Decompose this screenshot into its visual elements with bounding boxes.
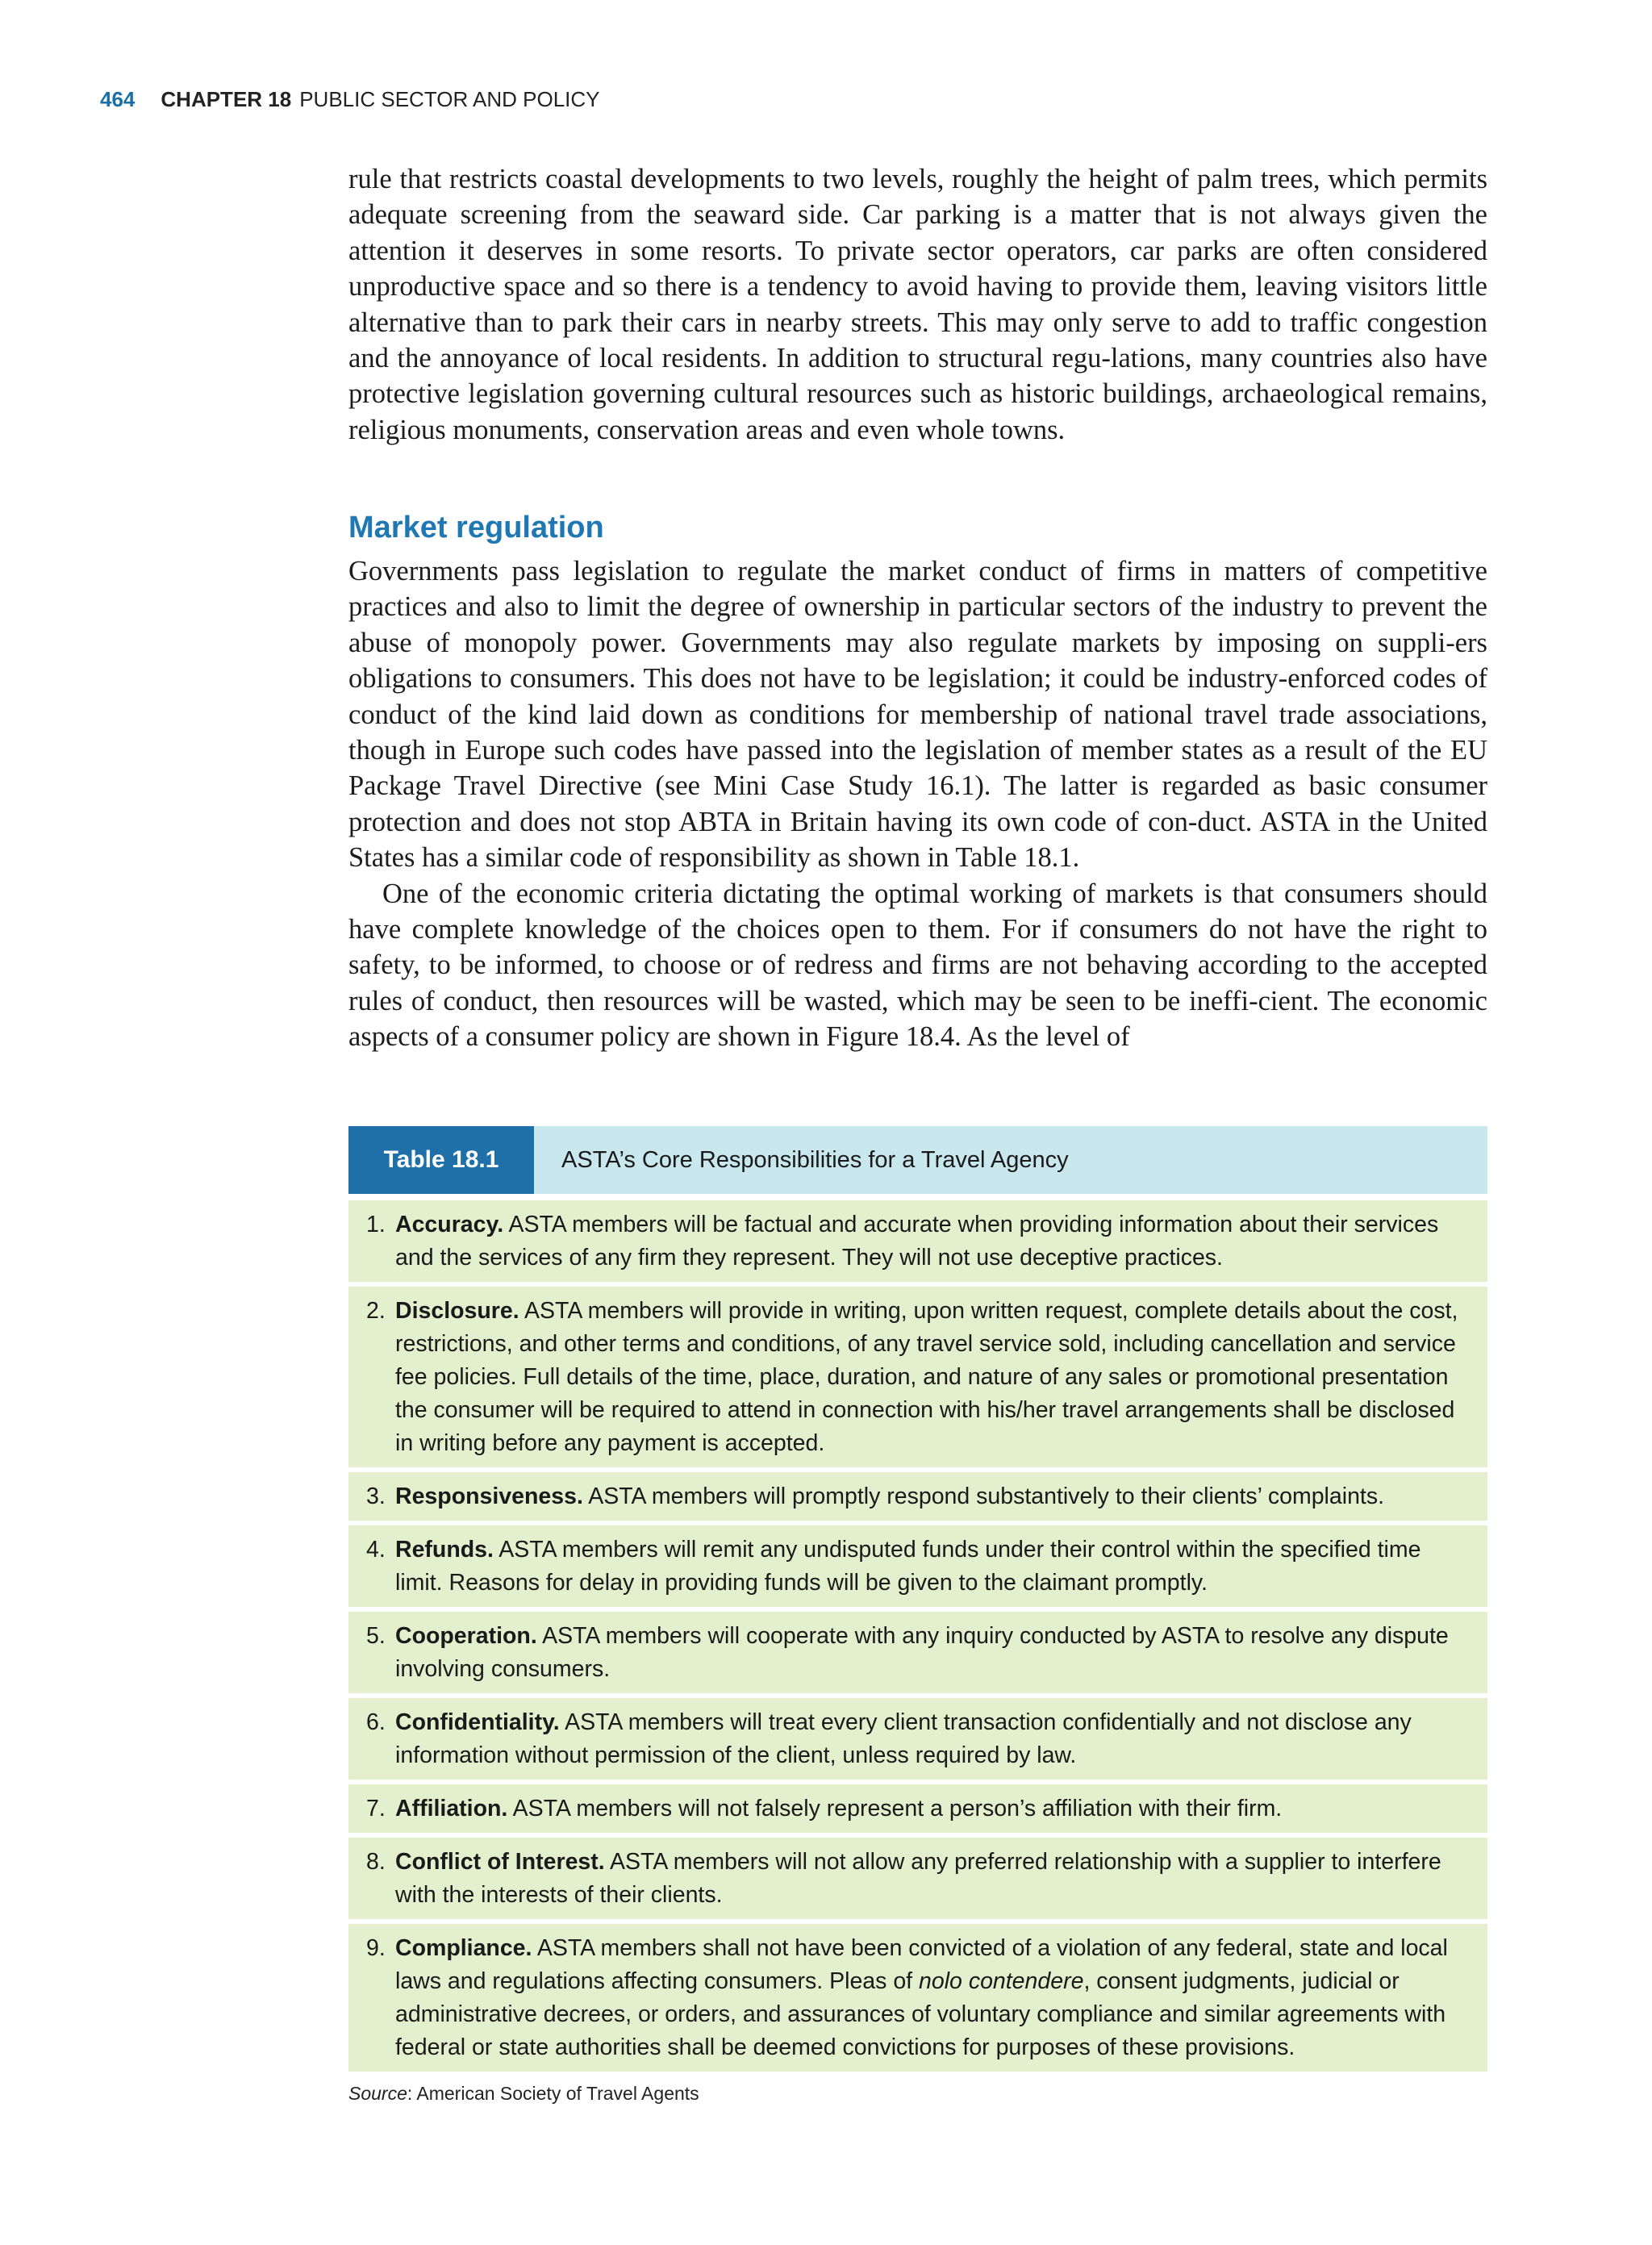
row-text: ASTA members will provide in writing, upon written request, complete details about the cost, restrictions, and other terms and conditions, of any travel service sold, including cancellation and service fee policies. Full details of the time, place, duration, and nature of any sales or promotional presentation the consumer will be required to attend in connection with his/her travel arrangements shall be disclosed in writing before any payment is accepted. bbox=[395, 1298, 1458, 1456]
page-number: 464 bbox=[100, 87, 136, 111]
table-18-1 bbox=[348, 1126, 1487, 2105]
row-term: Responsiveness. bbox=[395, 1483, 583, 1509]
row-text: ASTA members will cooperate with any inquiry conducted by ASTA to resolve any dispute involving consumers. bbox=[395, 1623, 1449, 1682]
table-rows bbox=[348, 1200, 1487, 2072]
table-source bbox=[348, 2083, 1487, 2105]
table-row bbox=[348, 1924, 1487, 2072]
row-number: 2. bbox=[366, 1298, 386, 1324]
table-row bbox=[348, 1287, 1487, 1467]
source-text: : American Society of Travel Agents bbox=[407, 2083, 699, 2104]
table-row bbox=[348, 1472, 1487, 1521]
chapter-label: CHAPTER 18 bbox=[161, 87, 292, 111]
row-text: ASTA members will treat every client transaction confidentially and not disclose any information without permission of the client, unless required by law. bbox=[395, 1709, 1412, 1768]
row-number: 8. bbox=[366, 1849, 386, 1875]
table-header bbox=[348, 1126, 1487, 1194]
section-heading-market-regulation: Market regulation bbox=[348, 511, 604, 545]
row-number: 1. bbox=[366, 1212, 386, 1237]
row-text: ASTA members shall not have been convicted of a violation of any federal, state and local laws and regulations affecting consumers. Pleas of bbox=[395, 1935, 1448, 1994]
row-number: 7. bbox=[366, 1796, 386, 1821]
row-term: Affiliation. bbox=[395, 1796, 508, 1821]
row-text: ASTA members will promptly respond substantively to their clients’ complaints. bbox=[582, 1483, 1385, 1509]
row-text: ASTA members will not allow any preferred relationship with a supplier to interfere with the interests of their clients. bbox=[395, 1849, 1441, 1908]
row-term: Refunds. bbox=[395, 1537, 494, 1563]
table-row bbox=[348, 1784, 1487, 1833]
body-paragraph-2: Governments pass legislation to regulate the market conduct of firms in matters of competitive practices and also to limit the degree of ownership in particular sectors of the industry to prevent the abuse of monopoly power. Governments may also regulate markets by imposing on suppli-ers obligations to consumers. This does not have to be legislation; it could be industry-enforced codes of conduct of the kind laid down as conditions for membership of national travel trade associations, though in Europe such codes have passed into the legislation of member states as a result of the EU Package Travel Directive (see Mini Case Study 16.1). The latter is regarded as basic consumer protection and does not stop ABTA in Britain having its own code of con-duct. ASTA in the United States has a similar code of responsibility as shown in Table 18.1. bbox=[348, 556, 1487, 874]
row-text: ASTA members will be factual and accurate when providing information about their services and the services of any firm they represent. They will not use deceptive practices. bbox=[395, 1212, 1439, 1271]
row-italic-text: nolo contendere bbox=[919, 1968, 1084, 1994]
source-label: Source bbox=[348, 2083, 407, 2104]
table-row bbox=[348, 1612, 1487, 1693]
table-row bbox=[348, 1698, 1487, 1780]
chapter-title: PUBLIC SECTOR AND POLICY bbox=[299, 87, 600, 111]
row-term: Compliance. bbox=[395, 1935, 532, 1961]
market-regulation-body bbox=[348, 553, 1487, 1055]
row-number: 5. bbox=[366, 1623, 386, 1649]
row-number: 4. bbox=[366, 1537, 386, 1563]
row-number: 9. bbox=[366, 1935, 386, 1961]
table-title: ASTA’s Core Responsibilities for a Travel Agency bbox=[534, 1126, 1487, 1194]
body-paragraph-3: One of the economic criteria dictating the optimal working of markets is that consumers should have complete knowledge of the choices open to them. For if consumers do not have the right to safety, to be informed, to choose or of redress and firms are not behaving according to the accepted rules of conduct, then resources will be wasted, which may be seen to be ineffi-cient. The economic aspects of a consumer policy are shown in Figure 18.4. As the level of bbox=[348, 878, 1487, 1053]
row-number: 3. bbox=[366, 1483, 386, 1509]
row-term: Disclosure. bbox=[395, 1298, 519, 1324]
row-text: ASTA members will remit any undisputed funds under their control within the specified time limit. Reasons for delay in providing funds will be given to the claimant promptly. bbox=[395, 1537, 1421, 1596]
row-text-continued: , consent judgments, judicial or administrative decrees, or orders, and assurances of voluntary compliance and similar agreements with federal or state authorities shall be deemed convictions for purposes of these provisions. bbox=[395, 1968, 1446, 2060]
row-term: Cooperation. bbox=[395, 1623, 537, 1649]
table-row bbox=[348, 1838, 1487, 1919]
running-head bbox=[100, 87, 600, 112]
row-term: Accuracy. bbox=[395, 1212, 504, 1237]
table-label: Table 18.1 bbox=[348, 1126, 534, 1194]
table-row bbox=[348, 1525, 1487, 1607]
body-paragraph-1: rule that restricts coastal developments to two levels, roughly the height of palm trees, which permits adequate screening from the seaward side. Car parking is a matter that is not always given the attention it deserves in some resorts. To private sector operators, car parks are often considered unproductive space and so there is a tendency to avoid having to provide them, leaving visitors little alternative than to park their cars in nearby streets. This may only serve to add to traffic congestion and the annoyance of local residents. In addition to structural regu-lations, many countries also have protective legislation governing cultural resources such as historic buildings, archaeological remains, religious monuments, conservation areas and even whole towns. bbox=[348, 164, 1487, 445]
row-term: Conflict of Interest. bbox=[395, 1849, 605, 1875]
row-number: 6. bbox=[366, 1709, 386, 1735]
table-row bbox=[348, 1200, 1487, 1282]
row-term: Confidentiality. bbox=[395, 1709, 560, 1735]
row-text: ASTA members will not falsely represent a person’s affiliation with their firm. bbox=[507, 1796, 1283, 1821]
